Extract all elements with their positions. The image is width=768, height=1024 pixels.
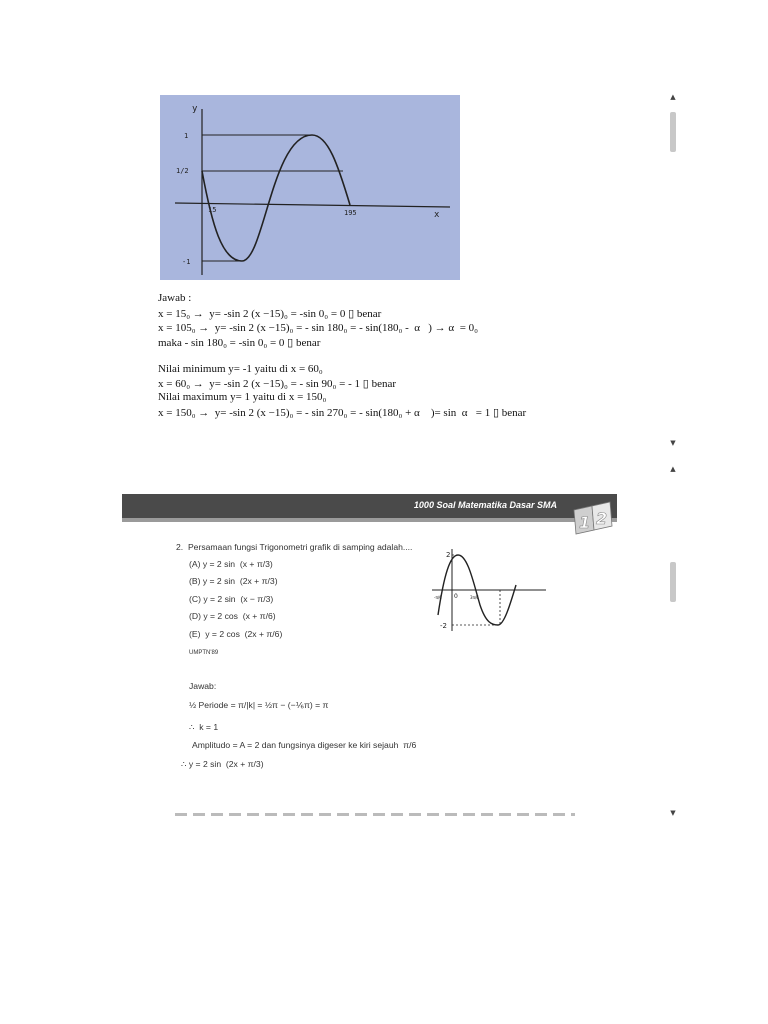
text-line: Nilai minimum y= -1 yaitu di x = 60₀ xyxy=(158,363,323,375)
scrollbar-page-1[interactable] xyxy=(668,92,678,448)
book-header-title: 1000 Soal Matematika Dasar SMA xyxy=(413,500,557,510)
scrollbar-thumb[interactable] xyxy=(670,112,676,152)
text-line: x = 150₀ → y= -sin 2 (x −15)₀ = - sin 270₀ = - sin(180₀ + α )= sin α = 1 ▯ benar xyxy=(158,407,527,419)
option-d: (D) y = 2 cos (x + π/6) xyxy=(189,611,276,621)
answer-line-result: ∴ y = 2 sin (2x + π/3) xyxy=(181,759,264,769)
graph-2-tick-0: 0 xyxy=(454,593,458,600)
graph-1-tick-195: 195 xyxy=(344,209,357,217)
answer-line-amplitude: Amplitudo = A = 2 dan fungsinya digeser ke kiri sejauh π/6 xyxy=(192,740,417,750)
text-line: Nilai maximum y= 1 yaitu di x = 150₀ xyxy=(158,391,327,403)
graph-2-tick-right: 3π/6 xyxy=(470,595,479,600)
option-a: (A) y = 2 sin (x + π/3) xyxy=(189,559,273,569)
graph-1-tick-neg1: -1 xyxy=(182,258,191,266)
badge-digit-2: 2 xyxy=(596,509,608,528)
answer-line-period: ½ Periode = π/|k| = ½π − (−⅙π) = π xyxy=(189,700,329,710)
header-underline xyxy=(122,518,617,522)
text-line: x = 60₀ → y= -sin 2 (x −15)₀ = - sin 90₀ = - 1 ▯ benar xyxy=(158,378,396,390)
graph-2-tick-left: -π/6 xyxy=(434,595,442,600)
graph-1-tick-1: 1 xyxy=(184,132,189,140)
answer-heading: Jawab: xyxy=(189,681,217,691)
scroll-up-icon[interactable]: ▲ xyxy=(670,93,676,101)
scroll-down-icon[interactable]: ▼ xyxy=(670,439,676,447)
graph-2-tick-neg2: -2 xyxy=(440,622,447,630)
source-label: UMPTN'89 xyxy=(189,650,219,656)
graph-1-x-label: x xyxy=(434,210,440,220)
book-header-bar xyxy=(122,494,617,518)
text-line: maka - sin 180₀ = -sin 0₀ = 0 ▯ benar xyxy=(158,337,321,349)
scrollbar-thumb[interactable] xyxy=(670,562,676,602)
text-line: x = 105₀ → y= -sin 2 (x −15)₀ = - sin 180₀ = - sin(180₀ - α ) → α = 0₀ xyxy=(158,322,478,334)
logo-badge-icon xyxy=(570,500,616,536)
sine-graph-2 xyxy=(430,545,550,635)
graph-2-tick-2: 2 xyxy=(446,551,451,559)
badge-digit-1: 1 xyxy=(579,513,591,532)
text-line: Jawab : xyxy=(158,292,192,304)
graph-1-tick-15: 15 xyxy=(208,206,217,214)
clipped-next-line xyxy=(175,813,575,816)
scroll-up-icon[interactable]: ▲ xyxy=(670,465,676,473)
graph-1-y-label: y xyxy=(192,104,198,114)
answer-line-k: ∴ k = 1 xyxy=(189,722,219,732)
option-c: (C) y = 2 sin (x − π/3) xyxy=(189,594,274,604)
sine-graph-1 xyxy=(160,95,460,280)
option-b: (B) y = 2 sin (2x + π/3) xyxy=(189,576,278,586)
option-e: (E) y = 2 cos (2x + π/6) xyxy=(189,629,283,639)
scrollbar-page-2[interactable] xyxy=(668,464,678,818)
scroll-down-icon[interactable]: ▼ xyxy=(670,809,676,817)
graph-1-tick-half: 1/2 xyxy=(176,167,189,175)
question-text: 2. Persamaan fungsi Trigonometri grafik di samping adalah.... xyxy=(176,542,413,552)
text-line: x = 15₀ → y= -sin 2 (x −15)₀ = -sin 0₀ = 0 ▯ benar xyxy=(158,308,382,320)
